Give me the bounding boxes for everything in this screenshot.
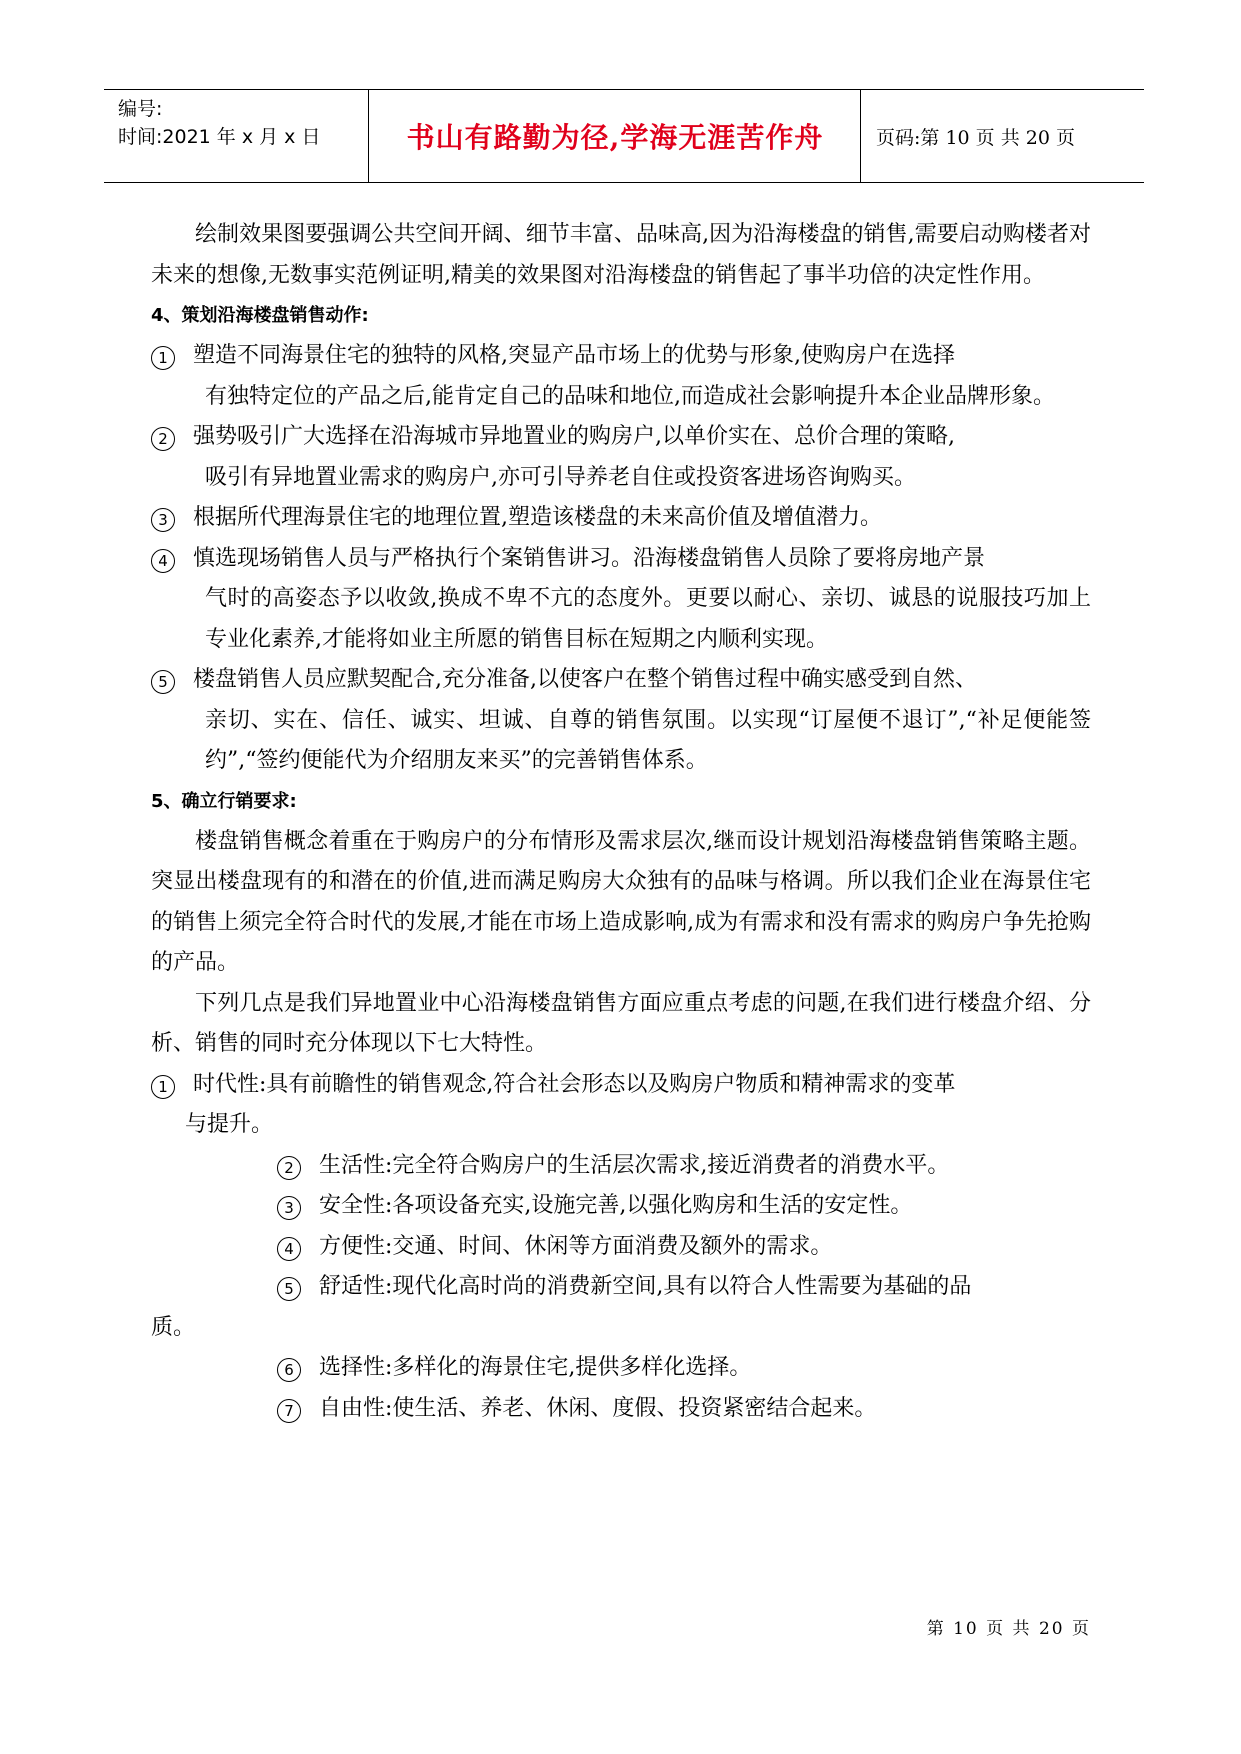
page-header: [104, 89, 1144, 183]
header-meta: [104, 90, 369, 182]
trait-text: 生活性:完全符合购房户的生活层次需求,接近消费者的消费水平。: [319, 1152, 950, 1178]
circled-number: 5: [277, 1277, 301, 1301]
circled-number: 1: [151, 1075, 175, 1099]
number-label: 编号:: [118, 98, 163, 120]
list-item-text-continued: 有独特定位的产品之后,能肯定自己的品味和地位,而造成社会影响提升本企业品牌形象。: [205, 383, 1055, 409]
document-body: [151, 215, 1091, 1429]
circled-number: 4: [151, 549, 175, 573]
circled-number: 3: [151, 508, 175, 532]
page-footer: 第 10 页 共 20 页: [926, 1619, 1091, 1639]
list-item: [151, 539, 1091, 661]
list-item-text: 慎选现场销售人员与严格执行个案销售讲习。沿海楼盘销售人员除了要将房地产景: [193, 545, 986, 571]
circled-number: 5: [151, 670, 175, 694]
circled-number: 2: [151, 427, 175, 451]
section-5-paragraph-2: 下列几点是我们异地置业中心沿海楼盘销售方面应重点考虑的问题,在我们进行楼盘介绍、分析、销售的同时充分体现以下七大特性。: [151, 990, 1091, 1056]
section-4-list: [151, 336, 1091, 782]
trait-item: [151, 1065, 1091, 1146]
list-item: [151, 660, 1091, 782]
trait-item: [151, 1186, 1091, 1227]
circled-number: 1: [151, 346, 175, 370]
trait-text: 安全性:各项设备充实,设施完善,以强化购房和生活的安定性。: [319, 1193, 913, 1218]
traits-list: [151, 1146, 1091, 1430]
trait-text: 方便性:交通、时间、休闲等方面消费及额外的需求。: [319, 1233, 833, 1259]
list-item: [151, 417, 1091, 498]
trait-text: 自由性:使生活、养老、休闲、度假、投资紧密结合起来。: [319, 1395, 877, 1421]
trait-text-continued: 与提升。: [185, 1112, 274, 1137]
list-item: [151, 336, 1091, 417]
trait-text: 舒适性:现代化高时尚的消费新空间,具有以符合人性需要为基础的品: [319, 1274, 972, 1299]
circled-number: 2: [277, 1156, 301, 1180]
list-item: [151, 498, 1091, 539]
header-motto: 书山有路勤为径,学海无涯苦作舟: [370, 90, 861, 182]
circled-number: 6: [277, 1358, 301, 1382]
list-item-text-continued: 吸引有异地置业需求的购房户,亦可引导养老自住或投资客进场咨询购买。: [205, 464, 916, 490]
list-item-text-continued: 气时的高姿态予以收敛,换成不卑不亢的态度外。更要以耐心、亲切、诚恳的说服技巧加上专业化素养,才能将如业主所愿的销售目标在短期之内顺利实现。: [205, 586, 1091, 652]
trait-text: 时代性:具有前瞻性的销售观念,符合社会形态以及购房户物质和精神需求的变革: [193, 1071, 956, 1097]
list-item-text: 塑造不同海景住宅的独特的风格,突显产品市场上的优势与形象,使购房户在选择: [193, 343, 955, 368]
circled-number: 4: [277, 1237, 301, 1261]
section-5-paragraph-1: 楼盘销售概念着重在于购房户的分布情形及需求层次,继而设计规划沿海楼盘销售策略主题。突显出楼盘现有的和潜在的价值,进而满足购房大众独有的品味与格调。所以我们企业在海景住宅的销售上须完全符合时代的发展,才能在市场上造成影响,成为有需求和没有需求的购房户争先抢购的产品。: [151, 828, 1091, 975]
circled-number: 7: [277, 1399, 301, 1423]
trait-text-wrap: 质。: [151, 1314, 196, 1340]
trait-item: [151, 1389, 1091, 1430]
list-item-text: 根据所代理海景住宅的地理位置,塑造该楼盘的未来高价值及增值潜力。: [193, 505, 882, 530]
list-item-text: 强势吸引广大选择在沿海城市异地置业的购房户,以单价实在、总价合理的策略,: [193, 424, 955, 449]
header-page-label: 页码:第 10 页 共 20 页: [876, 126, 1075, 149]
list-item-text: 楼盘销售人员应默契配合,充分准备,以使客户在整个销售过程中确实感受到自然、: [193, 667, 977, 692]
trait-item: [151, 1348, 1091, 1389]
trait-item: [151, 1267, 1091, 1308]
section-5-title: 5、确立行销要求:: [151, 790, 297, 812]
list-item-text-continued: 亲切、实在、信任、诚实、坦诚、自尊的销售氛围。以实现“订屋便不退订”,“补足便能签约”,“签约便能代为介绍朋友来买”的完善销售体系。: [205, 707, 1091, 773]
trait-item: [151, 1146, 1091, 1187]
time-label: 时间:2021 年 x 月 x 日: [118, 126, 321, 148]
trait-text: 选择性:多样化的海景住宅,提供多样化选择。: [319, 1355, 752, 1380]
trait-item: [151, 1227, 1091, 1268]
intro-paragraph: 绘制效果图要强调公共空间开阔、细节丰富、品味高,因为沿海楼盘的销售,需要启动购楼者对未来的想像,无数事实范例证明,精美的效果图对沿海楼盘的销售起了事半功倍的决定性作用。: [151, 222, 1091, 288]
circled-number: 3: [277, 1196, 301, 1220]
section-4-title: 4、策划沿海楼盘销售动作:: [151, 305, 369, 326]
